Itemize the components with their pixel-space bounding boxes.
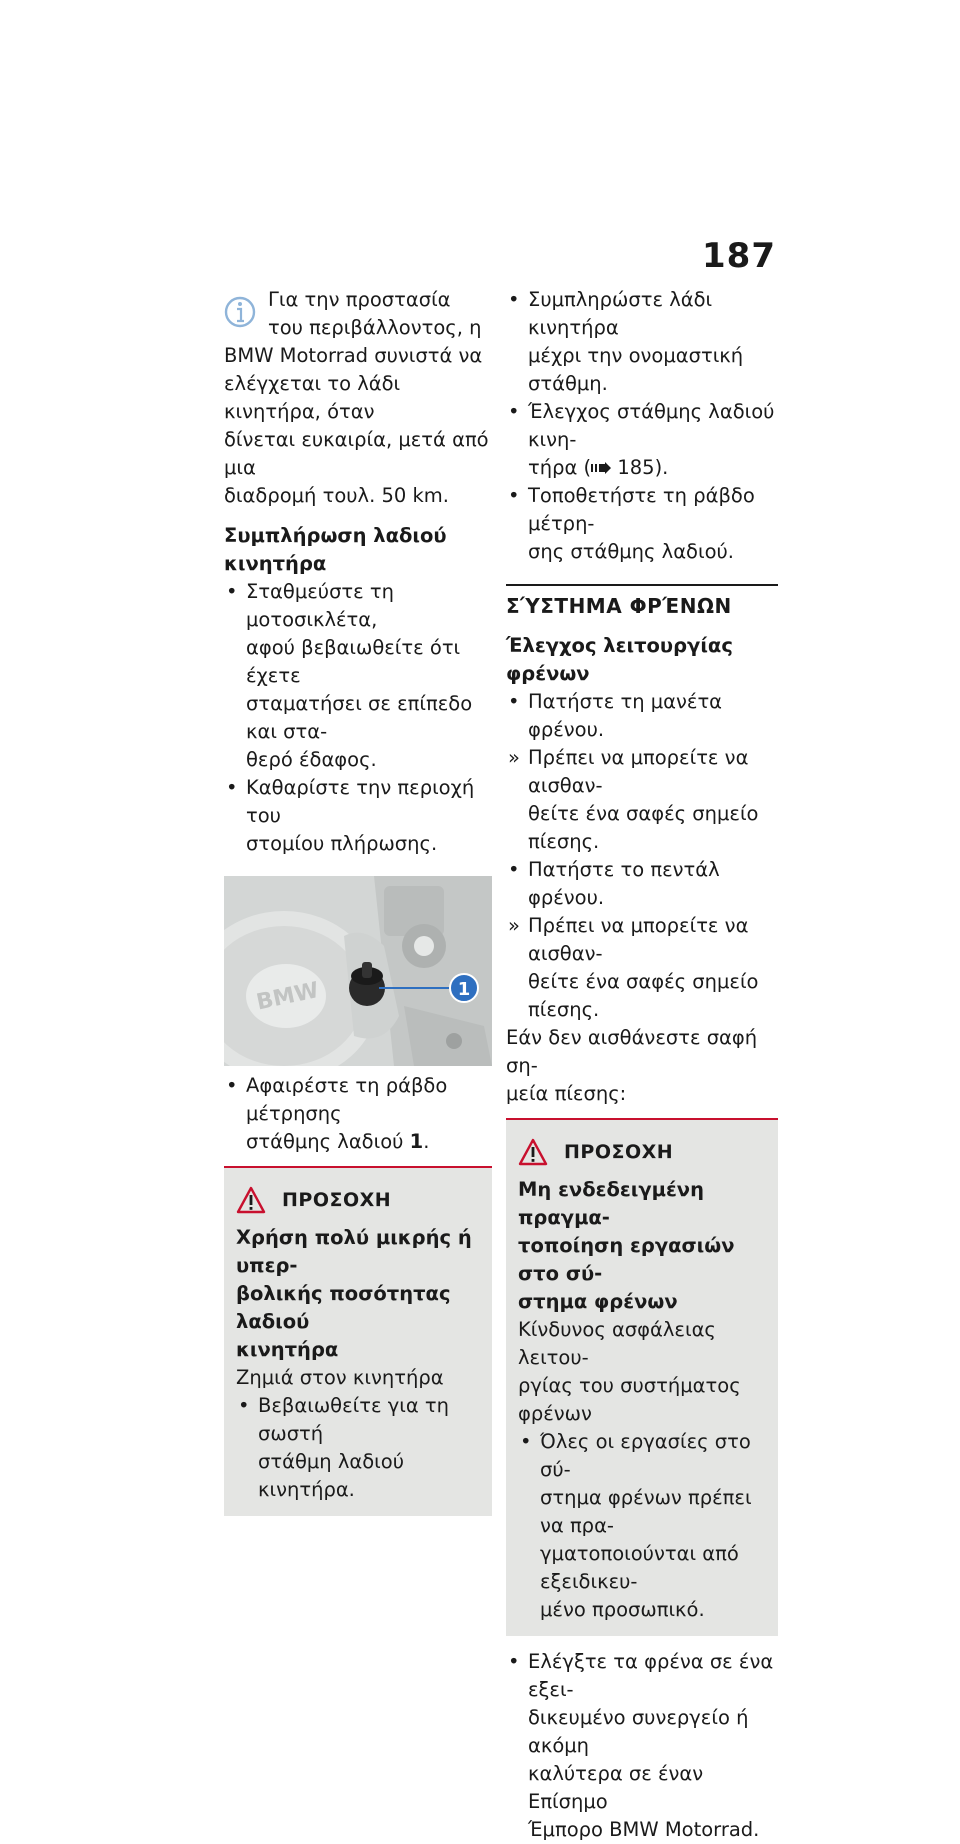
list-item: • Σταθμεύστε τη μοτοσικλέτα, αφού βεβαιωθείτε ότι έχετε σταματήσει σε επίπεδο και στα- θερό έδαφος. bbox=[224, 578, 492, 774]
section-heading-oil-fill: Συμπλήρωση λαδιού κινητήρα bbox=[224, 524, 447, 575]
warning-icon bbox=[518, 1138, 548, 1166]
warning-box-oil bbox=[224, 1166, 492, 1516]
environment-note bbox=[224, 286, 492, 510]
warning-text: Κίνδυνος ασφάλειας λειτου- ργίας του συστήματος φρένων bbox=[518, 1318, 741, 1425]
warning-subtitle: Μη ενδεδειγμένη πραγμα- τοποίηση εργασιών στο σύ- στημα φρένων bbox=[518, 1178, 735, 1313]
result-item: » Πρέπει να μπορείτε να αισθαν- θείτε ένα σαφές σημείο πίεσης. bbox=[506, 912, 778, 1024]
note-line: ελέγχεται το λάδι κινητήρα, όταν bbox=[224, 372, 401, 423]
list-item: • Πατήστε το πεντάλ φρένου. bbox=[506, 856, 778, 912]
list-item: • Συμπληρώστε λάδι κινητήρα μέχρι την ονομαστική στάθμη. bbox=[506, 286, 778, 398]
list-item: • Έλεγχος στάθμης λαδιού κινη- τήρα ( 185). bbox=[506, 398, 778, 482]
brake-check-steps bbox=[506, 688, 778, 1024]
note-line: Για την προστασία bbox=[268, 288, 451, 311]
oil-fill-steps-continued bbox=[506, 286, 778, 566]
oil-fill-steps bbox=[224, 578, 492, 858]
warning-box-brakes bbox=[506, 1118, 778, 1636]
warning-bullets bbox=[518, 1428, 766, 1624]
list-item: • Τοποθετήστε τη ράβδο μέτρη- σης στάθμης λαδιού. bbox=[506, 482, 778, 566]
warning-subtitle: Χρήση πολύ μικρής ή υπερ- βολικής ποσότητας λαδιού κινητήρα bbox=[236, 1226, 472, 1361]
engine-badge: BMW bbox=[254, 977, 322, 1016]
engine-oil-filler-photo bbox=[224, 876, 492, 1066]
no-pressure-text: Εάν δεν αισθάνεστε σαφή ση- μεία πίεσης: bbox=[506, 1026, 758, 1105]
list-item: • Βεβαιωθείτε για τη σωστή στάθμη λαδιού κινητήρα. bbox=[236, 1392, 480, 1504]
final-step bbox=[506, 1648, 778, 1844]
warning-text: Ζημιά στον κινητήρα bbox=[236, 1366, 444, 1389]
list-item: • Καθαρίστε την περιοχή του στομίου πλήρωσης. bbox=[224, 774, 492, 858]
left-column bbox=[224, 286, 492, 1516]
list-item: • Αφαιρέστε τη ράβδο μέτρησης στάθμης λαδιού 1. bbox=[224, 1072, 492, 1156]
note-line: BMW Motorrad συνιστά να bbox=[224, 344, 483, 367]
note-line: δίνεται ευκαιρία, μετά από μια bbox=[224, 428, 489, 479]
section-title-brake-system: ΣΎΣΤΗΜΑ ΦΡΈΝΩΝ bbox=[506, 584, 778, 620]
sub-heading-brake-check: Έλεγχος λειτουργίας φρένων bbox=[506, 634, 733, 685]
result-item: » Πρέπει να μπορείτε να αισθαν- θείτε ένα σαφές σημείο πίεσης. bbox=[506, 744, 778, 856]
warning-bullets bbox=[236, 1392, 480, 1504]
list-item: • Ελέγξτε τα φρένα σε ένα εξει- δικευμένο συνεργείο ή ακόμη καλύτερα σε έναν Επίσημο Έμπορο BMW Motorrad. bbox=[506, 1648, 778, 1844]
note-line: του περιβάλλοντος, η bbox=[268, 316, 482, 339]
list-item: • Πατήστε τη μανέτα φρένου. bbox=[506, 688, 778, 744]
list-item: • Όλες οι εργασίες στο σύ- στημα φρένων πρέπει να πρα- γματοποιούνται από εξειδικευ- μένο προσωπικό. bbox=[518, 1428, 766, 1624]
remove-dipstick-step bbox=[224, 1072, 492, 1156]
page-number: 187 bbox=[702, 236, 776, 276]
right-column bbox=[506, 286, 778, 1844]
warning-icon bbox=[236, 1186, 266, 1214]
photo-callout-1: 1 bbox=[457, 979, 471, 1000]
warning-title: ΠΡΟΣΟΧΗ bbox=[282, 1189, 392, 1211]
engine-illustration bbox=[224, 876, 492, 1066]
page-reference[interactable]: 185). bbox=[617, 456, 669, 479]
warning-title: ΠΡΟΣΟΧΗ bbox=[564, 1141, 674, 1163]
info-icon bbox=[224, 292, 256, 332]
note-line: διαδρομή τουλ. 50 km. bbox=[224, 484, 449, 507]
page-reference-arrow-icon bbox=[591, 462, 611, 474]
